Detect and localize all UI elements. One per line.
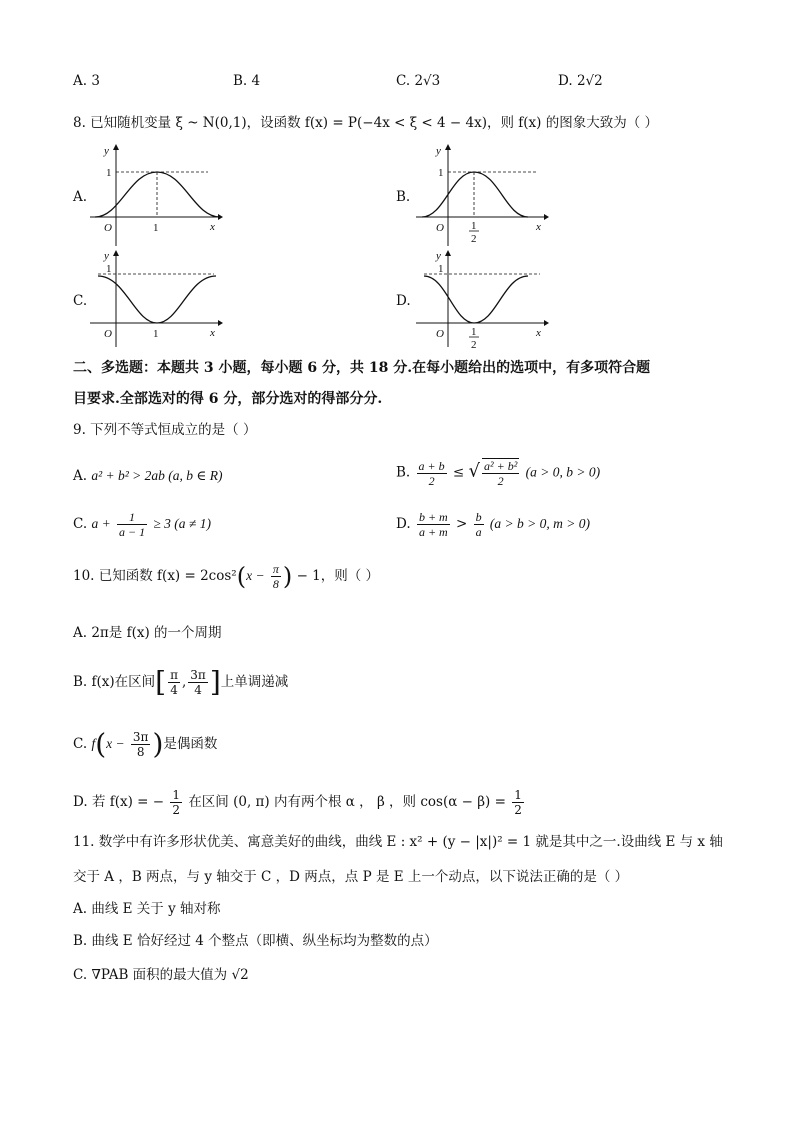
graph-c-origin: O <box>104 328 112 340</box>
graph-c-y-label: y <box>104 250 109 262</box>
graph-b-y-label: y <box>436 145 441 157</box>
graph-d-peak: 1 <box>438 263 444 275</box>
q9-option-a: A. a² + b² > 2ab (a, b ∈ R) <box>73 468 223 484</box>
q7-option-c: C. 2√3 <box>396 73 441 89</box>
graph-d-origin: O <box>436 328 444 340</box>
graph-a-y-label: y <box>104 145 109 157</box>
graph-b-xtick-num: 1 <box>471 220 477 232</box>
section2-heading-line1: 二、多选题：本题共 3 小题，每小题 6 分，共 18 分.在每小题给出的选项中，有多项符合题 <box>73 360 651 376</box>
q11-option-a: A. 曲线 E 关于 y 轴对称 <box>73 901 221 917</box>
graph-a-xtick: 1 <box>153 222 159 234</box>
graph-c-peak: 1 <box>106 263 112 275</box>
graph-a-peak: 1 <box>106 167 112 179</box>
graph-a-x-label: x <box>210 221 215 233</box>
graph-d-x-label: x <box>536 327 541 339</box>
q8-graph-a <box>90 142 225 247</box>
graph-c-x-label: x <box>210 327 215 339</box>
q9-option-c: C. a + $\frac{1}{a - 1}$ ≥ 3 (a ≠ 1) <box>73 510 211 539</box>
graph-a-origin: O <box>104 222 112 234</box>
q9-stem: 9. 下列不等式恒成立的是（ ） <box>73 422 257 438</box>
q10-option-b: B. f(x)在区间[ $\frac{\pi}{4}$ , $\frac{3\pi}{4}$ ]上单调递减 <box>73 665 289 699</box>
q9-option-d: D. $\frac{b + m}{a + m}$ > $\frac{b}{a}$ (a > b > 0, m > 0) <box>396 510 590 539</box>
q7-option-d: D. 2√2 <box>558 73 603 89</box>
q8-graph-b <box>416 142 551 247</box>
q8-graph-b-letter: B. <box>396 189 411 205</box>
q8-graph-d-letter: D. <box>396 293 411 309</box>
q11-option-c: C. ∇PAB 面积的最大值为 √2 <box>73 967 249 983</box>
q7-option-a: A. 3 <box>73 73 100 89</box>
graph-b-xtick-den: 2 <box>471 233 477 245</box>
q8-stem: 8. 已知随机变量 ξ ~ N(0,1)，设函数 f(x) = P(−4x < ξ < 4 − 4x)，则 f(x) 的图象大致为（ ） <box>73 115 658 131</box>
q11-stem-line1: 11. 数学中有许多形状优美、寓意美好的曲线，曲线 E : x² + (y − |x|)² = 1 就是其中之一.设曲线 E 与 x 轴 <box>73 834 723 850</box>
q7-option-b: B. 4 <box>233 73 261 89</box>
graph-b-origin: O <box>436 222 444 234</box>
q10-option-c: C. f(x − $\frac{3\pi}{8}$ )是偶函数 <box>73 727 218 761</box>
q11-option-b: B. 曲线 E 恰好经过 4 个整点（即横、纵坐标均为整数的点） <box>73 933 438 949</box>
q10-stem: 10. 已知函数 f(x) = 2cos²(x − $\frac{\pi}{8}$ ) − 1，则（ ） <box>73 562 380 591</box>
graph-b-x-label: x <box>536 221 541 233</box>
graph-b-peak: 1 <box>438 167 444 179</box>
q8-graph-c <box>90 248 225 348</box>
q8-graph-c-letter: C. <box>73 293 88 309</box>
q10-option-a: A. 2π是 f(x) 的一个周期 <box>73 625 222 641</box>
graph-d-y-label: y <box>436 250 441 262</box>
q8-graph-a-letter: A. <box>73 189 88 205</box>
q9-option-b: B. $\frac{a + b}{2}$ ≤ √ $\frac{\text{a² + b²}}{2}$ (a > 0, b > 0) <box>396 458 601 488</box>
graph-d-xtick-num: 1 <box>471 326 477 338</box>
q8-graph-d <box>416 248 551 348</box>
section2-heading-line2: 目要求.全部选对的得 6 分，部分选对的得部分分. <box>73 391 383 407</box>
graph-d-xtick-den: 2 <box>471 339 477 348</box>
graph-c-xtick: 1 <box>153 328 159 340</box>
q10-option-d: D. 若 f(x) = − $\frac{1}{2}$ 在区间 (0, π) 内有两个根 α ， β ，则 cos(α − β) = $\frac{1}{2}$ <box>73 788 522 817</box>
q11-stem-line2: 交于 A ，B 两点，与 y 轴交于 C ，D 两点，点 P 是 E 上一个动点，以下说法正确的是（ ） <box>73 869 629 885</box>
